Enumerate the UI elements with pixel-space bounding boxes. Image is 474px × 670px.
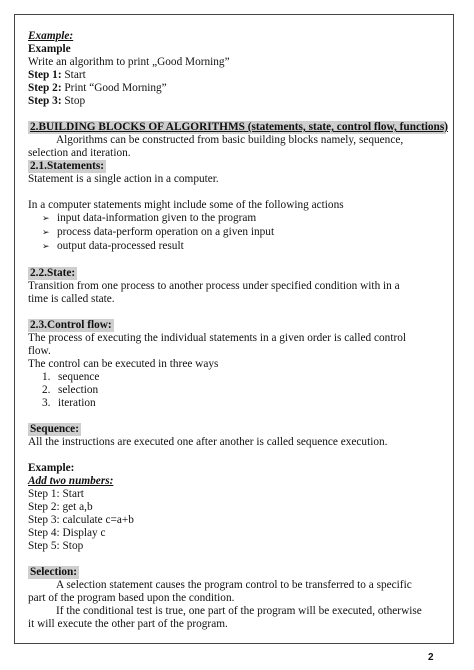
arrow-bullet-icon: ➢ bbox=[42, 228, 50, 238]
example-step-1: Step 1: Start bbox=[28, 69, 86, 81]
control-flow-title: 2.3.Control flow: bbox=[30, 319, 112, 331]
statements-bullet-1: ➢ input data-information given to the program bbox=[42, 212, 257, 224]
statements-bullet-3: ➢ output data-processed result bbox=[42, 240, 184, 252]
example-step-2: Step 2: Print “Good Morning” bbox=[28, 82, 167, 94]
state-title: 2.2.State: bbox=[30, 267, 76, 279]
example-2-step-4: Step 4: Display c bbox=[28, 527, 106, 539]
example-heading-italic: Example: bbox=[28, 30, 74, 42]
example-intro: Write an algorithm to print „Good Morning” bbox=[28, 56, 230, 68]
control-flow-line-2: flow. bbox=[28, 345, 51, 357]
section-2-para-line-1: Algorithms can be constructed from basic building blocks namely, sequence, bbox=[56, 134, 404, 146]
selection-p1-line-1: A selection statement causes the program control to be transferred to a specific bbox=[56, 579, 412, 591]
statements-title: 2.1.Statements: bbox=[30, 160, 105, 172]
control-flow-line-3: The control can be executed in three ways bbox=[28, 358, 219, 370]
selection-p2-line-1: If the conditional test is true, one part of the program will be executed, otherwise bbox=[56, 605, 422, 617]
example-2-step-2: Step 2: get a,b bbox=[28, 501, 93, 513]
control-flow-item-2: 2. selection bbox=[42, 384, 99, 396]
sequence-definition: All the instructions are executed one after another is called sequence execution. bbox=[28, 436, 388, 448]
example-2-step-5: Step 5: Stop bbox=[28, 540, 84, 552]
state-line-1: Transition from one process to another process under specified condition with in a bbox=[28, 280, 400, 292]
section-2-para-line-2: selection and iteration. bbox=[28, 147, 131, 159]
page-number: 2 bbox=[428, 652, 434, 663]
statements-lead: In a computer statements might include some of the following actions bbox=[28, 199, 344, 211]
selection-p2-line-2: it will execute the other part of the program. bbox=[28, 618, 228, 630]
selection-p1-line-2: part of the program based upon the condition. bbox=[28, 592, 235, 604]
sequence-title: Sequence: bbox=[30, 423, 79, 435]
state-line-2: time is called state. bbox=[28, 293, 115, 305]
control-flow-item-1: 1. sequence bbox=[42, 371, 100, 383]
example-2-step-3: Step 3: calculate c=a+b bbox=[28, 514, 134, 526]
example-2-step-1: Step 1: Start bbox=[28, 488, 84, 500]
arrow-bullet-icon: ➢ bbox=[42, 214, 50, 224]
statements-definition: Statement is a single action in a computer. bbox=[28, 173, 219, 185]
statements-bullet-2: ➢ process data-perform operation on a given input bbox=[42, 226, 275, 238]
arrow-bullet-icon: ➢ bbox=[42, 242, 50, 252]
example-2-subheading: Add two numbers: bbox=[28, 475, 114, 487]
control-flow-item-3: 3. iteration bbox=[42, 397, 96, 409]
example-step-3: Step 3: Stop bbox=[28, 95, 86, 107]
document-body bbox=[28, 30, 448, 631]
section-2-title: 2.BUILDING BLOCKS OF ALGORITHMS (statements, state, control flow, functions) bbox=[30, 121, 448, 133]
example-2-heading: Example: bbox=[28, 462, 75, 474]
control-flow-line-1: The process of executing the individual statements in a given order is called control bbox=[28, 332, 407, 344]
selection-title: Selection: bbox=[30, 566, 78, 578]
example-heading: Example bbox=[28, 43, 71, 55]
